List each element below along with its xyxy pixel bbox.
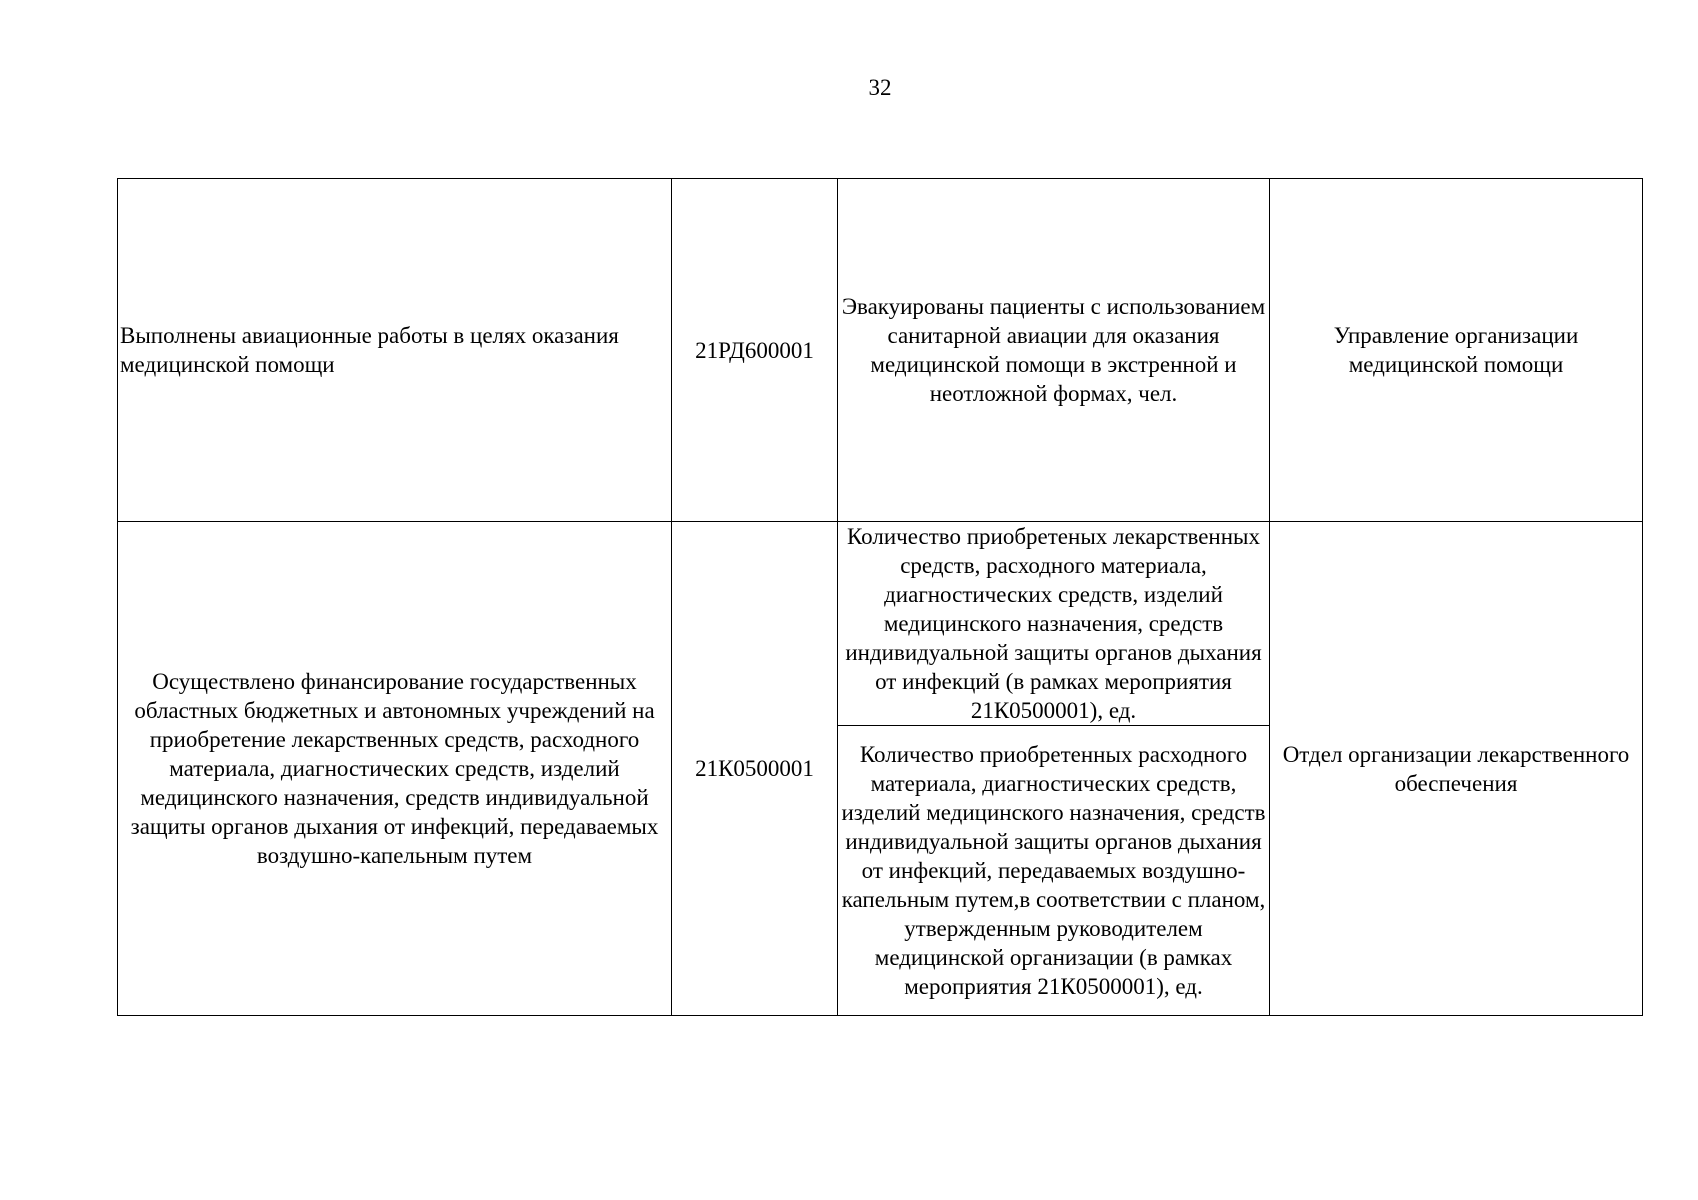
indicator-cell: Эвакуированы пациенты с использованием санитарной авиации для оказания медицинской помощи в экстренной и неотложной формах, чел.: [838, 179, 1270, 522]
table-row: [118, 179, 1643, 522]
indicator-cell: Количество приобретенных расходного материала, диагностических средств, изделий медицинского назначения, средств индивидуальной защиты органов дыхания от инфекций, передаваемых воздушно-капельным путем,в соответствии с планом, утвержденным руководителем медицинской организации (в рамках мероприятия 21К0500001), ед.: [838, 726, 1270, 1016]
responsible-cell: Отдел организации лекарственного обеспечения: [1270, 522, 1643, 1016]
code-cell: 21РД600001: [672, 179, 838, 522]
result-cell: Выполнены авиационные работы в целях оказания медицинской помощи: [118, 179, 672, 522]
page-number: 32: [868, 75, 892, 100]
responsible-cell: Управление организации медицинской помощи: [1270, 179, 1643, 522]
code-cell: 21К0500001: [672, 522, 838, 1016]
document-table: [117, 178, 1643, 1016]
result-cell: Осуществлено финансирование государственных областных бюджетных и автономных учреждений на приобретение лекарственных средств, расходного материала, диагностических средств, изделий медицинского назначения, средств индивидуальной защиты органов дыхания от инфекций, передаваемых воздушно-капельным путем: [118, 522, 672, 1016]
table-row: [118, 522, 1643, 726]
indicator-cell: Количество приобретеных лекарственных средств, расходного материала, диагностических средств, изделий медицинского назначения, средств индивидуальной защиты органов дыхания от инфекций (в рамках мероприятия 21К0500001), ед.: [838, 522, 1270, 726]
